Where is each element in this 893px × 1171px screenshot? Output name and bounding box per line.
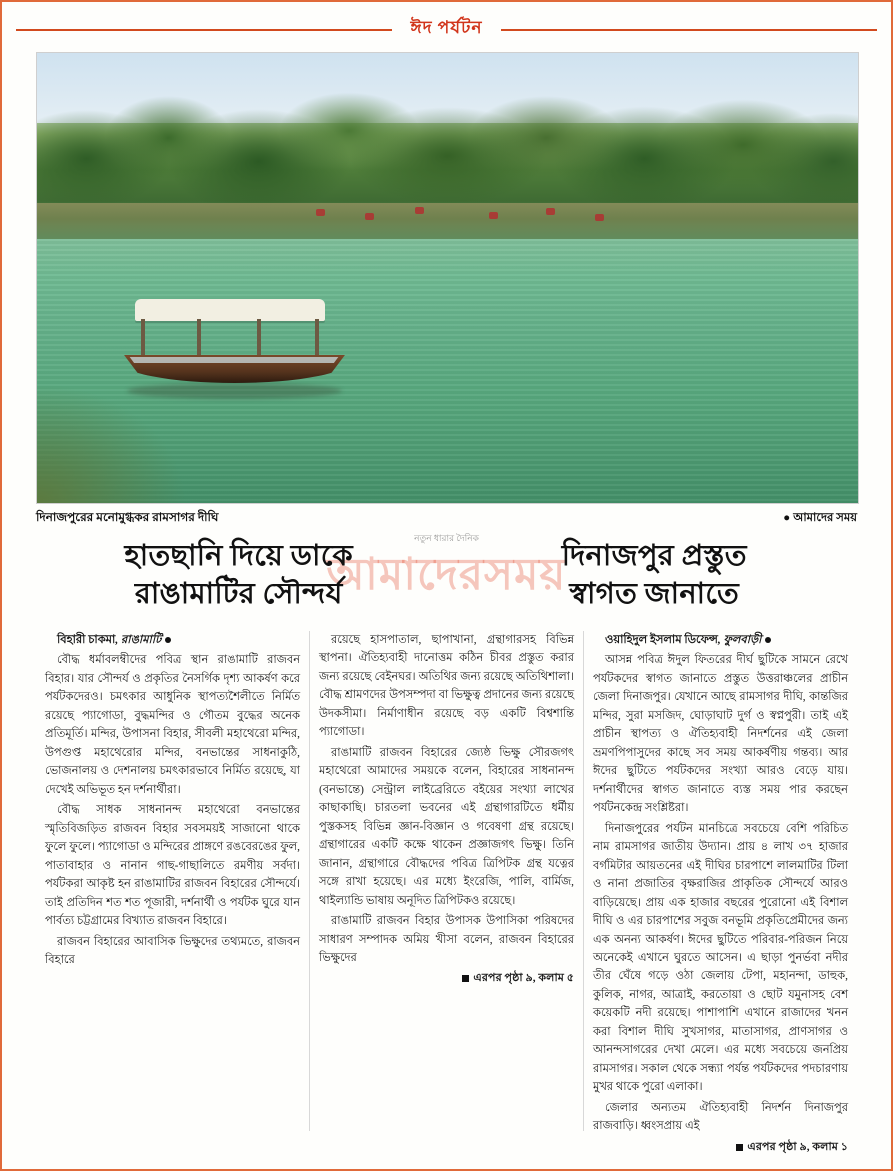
masthead-title: ঈদ পর্যটন: [392, 15, 500, 43]
credit-text: আমাদের সময়: [793, 512, 857, 524]
headlines: [36, 537, 857, 614]
jump-line-column-3: [593, 1138, 848, 1156]
photo-credit: [783, 509, 857, 528]
headline-right-line1: দিনাজপুর প্রস্তুত: [561, 540, 747, 572]
headline-left-line1: হাতছানি দিয়ে ডাকে: [124, 540, 353, 572]
headline-zone: [36, 533, 857, 623]
masthead: [16, 12, 877, 46]
column-1: [36, 631, 309, 1131]
boat-post: [197, 319, 201, 359]
treeline-region: [37, 75, 858, 215]
byline-1: [45, 631, 300, 649]
article-columns: [36, 631, 857, 1153]
byline-name: ওয়াহিদুল ইসলাম ডিফেন্স: [605, 634, 718, 646]
byline-2: [593, 631, 848, 649]
headline-right-line2: স্বাগত জানাতে: [569, 578, 740, 611]
jump-text: এরপর পৃষ্ঠা ৯, কলাম ৫: [473, 972, 574, 985]
paragraph: বৌদ্ধ ধর্মাবলম্বীদের পবিত্র স্থান রাঙামাটি রাজবন বিহার। যার সৌন্দর্য ও প্রকৃতির নৈসর্গিক দৃশ্য আকর্ষণ করে পর্যটকদেরও। চমৎকার আধুনিক স্থাপত্যশৈলীতে নির্মিত রয়েছে প্যাগোডা, বুদ্ধমন্দির ও গৌতম বুদ্ধের অনেক প্রতিমূর্তি। মন্দির, উপাসনা বিহার, সীবলী মহাথেরো মন্দির, উপগুপ্ত মহাথেরোর মন্দির, বনভান্তের সাধনাকুঠি, ভোজনালয় ও দেশনালয় চমৎকারভাবে নির্মিত রয়েছে, যা দেখেই অভিভূত হন দর্শনার্থীরা।: [45, 654, 300, 796]
lake-with-boat-photo: [36, 52, 859, 504]
boat-canopy: [135, 299, 325, 321]
jump-line-column-2: [319, 969, 574, 987]
boat-post: [315, 319, 319, 359]
boat: [117, 299, 352, 394]
paragraph: আসন্ন পবিত্র ঈদুল ফিতরের দীর্ঘ ছুটিকে সামনে রেখে পর্যটকদের স্বাগত জানাতে প্রস্তুত উত্তরাঞ্চলের প্রাচীন জেলা দিনাজপুর। যেখানে আছে রামসাগর দীঘি, কান্তজির মন্দির, সুরা মসজিদ, ঘোড়াঘাট দুর্গ ও স্বপ্নপুরী। তাই এই প্রাচীন স্থাপত্য ও ঐতিহ্যবাহী নিদর্শনের এই জেলা ভ্রমণপিপাসুদের কাছে সব সময় আকর্ষণীয় গন্তব্য। আর ঈদের ছুটিতে পর্যটকদের সংখ্যা আরও বেড়ে যায়। দর্শনার্থীদের স্বাগত জানাতে ব্যস্ত সময় পার করছেন পর্যটনকেন্দ্র সংশ্লিষ্টরা।: [593, 654, 848, 815]
watermark-logo: আমাদেরসময়: [326, 550, 567, 599]
photo-caption: দিনাজপুরের মনোমুগ্ধকর রামসাগর দীঘি: [36, 510, 219, 524]
byline-place: , ফুলবাড়ী: [717, 634, 762, 646]
bank-visitors: [37, 205, 858, 227]
near-shore: [37, 383, 187, 503]
headline-right: [452, 537, 858, 614]
byline-dot-icon: [165, 637, 171, 643]
paragraph: বৌদ্ধ সাধক সাধনানন্দ মহাথেরো বনভান্তের স্মৃতিবিজড়িত রাজবন বিহার সবসময়ই সাজানো থাকে ফুলে ফুলে। প্যাগোডা ও মন্দিরের প্রাঙ্গণে রঙবেরঙের ফুল, পাতাবাহার ও নানান গাছ-গাছালিতে রমণীয় সর্বদা। পর্যটকরা আকৃষ্ট হন রাঙামাটির রাজবন বিহারের সৌন্দর্যে। তাই প্রতিদিন শত শত পূজারী, দর্শনার্থী ও পর্যটক ঘুরে যান পার্বত্য চট্টগ্রামের বিখ্যাত রাজবন বিহারে।: [45, 804, 300, 928]
paragraph: রাঙামাটি রাজবন বিহারের জ্যেষ্ঠ ভিক্ষু সৌরজগৎ মহাথেরো আমাদের সময়কে বলেন, বিহারের সাধনানন্দ (বনভান্তে) সেন্ট্রাল লাইব্রেরিতে বইয়ের সংখ্যা লাখের কাছাকাছি। চারতলা ভবনের এই গ্রন্থাগারটিতে ধর্মীয় পুস্তকসহ বিভিন্ন জ্ঞান-বিজ্ঞান ও গবেষণা গ্রন্থ রয়েছে। গ্রন্থাগারের একটি কক্ষে থাকেন প্রজ্ঞাজগৎ ভিক্ষু। তিনি জানান, গ্রন্থাগারে বৌদ্ধদের পবিত্র ত্রিপিটক গ্রন্থ যত্নের সঙ্গে রাখা হয়েছে। এর মধ্যে ইংরেজি, পালি, বার্মিজ, থাইল্যান্ডি ভাষায় অনূদিত ত্রিপিটকও রয়েছে।: [319, 746, 574, 907]
byline-dot-icon: [765, 637, 771, 643]
boat-reflection: [127, 383, 342, 399]
column-3: [583, 631, 857, 1153]
headline-left: [36, 537, 442, 614]
photo-caption-row: [36, 509, 857, 529]
jump-square-icon: [462, 975, 469, 982]
boat-post: [257, 319, 261, 359]
byline-name: বিহারী চাকমা: [57, 634, 116, 646]
byline-place: , রাঙামাটি: [115, 634, 162, 646]
paragraph: দিনাজপুরের পর্যটন মানচিত্রে সবচেয়ে বেশি পরিচিত নাম রামসাগর জাতীয় উদ্যান। প্রায় ৪ লাখ ৩৭ হাজার বর্গমিটার আয়তনের এই দীঘির চারপাশে লালমাটির টিলা ও নানা প্রজাতির বৃক্ষরাজির প্রাকৃতিক সৌন্দর্যে আরও বাড়িয়েছে। প্রায় এক হাজার বছরের পুরোনো এই বিশাল দীঘি ও এর চারপাশের সবুজ বনভূমি প্রকৃতিপ্রেমীদের জন্য এক অনন্য আকর্ষণ। ঈদের ছুটিতে পরিবার-পরিজন নিয়ে অনেকেই এখানে ঘুরতে আসেন। এ ছাড়া পুনর্ভবা নদীর তীর ঘেঁষে গড়ে ওঠা জেলায় টেপা, মহানন্দা, ডাহুক, কুলিক, নাগর, আত্রাই, করতোয়া ও ছোট যমুনাসহ বেশ কয়েকটি নদী রয়েছে। পাশাপাশি এখানে রাজাদের খনন করা বিশাল দীঘি সুখসাগর, মাতাসাগর, প্রাণসাগর ও আনন্দসাগরের দেখা মেলে। এর মধ্যে সবচেয়ে জনপ্রিয় রামসাগর। সকাল থেকে সন্ধ্যা পর্যন্ত পর্যটকদের পদচারণায় মুখর থাকে পুরো এলাকা।: [593, 822, 848, 1094]
watermark-sub: নতুন ধারার দৈনিক: [414, 533, 479, 543]
jump-text: এরপর পৃষ্ঠা ৯, কলাম ১: [747, 1140, 848, 1153]
headline-left-line2: রাঙামাটির সৌন্দর্য: [134, 578, 343, 611]
boat-post: [141, 319, 145, 359]
paragraph: রয়েছে হাসপাতাল, ছাপাখানা, গ্রন্থাগারসহ বিভিন্ন স্থাপনা। ঐতিহ্যবাহী দানোত্তম কঠিন চীবর প্রস্তুত করার জন্য রয়েছে বেইনঘর। অতিথির জন্য রয়েছে অতিথিশালা। বৌদ্ধ শ্রামণদের উপসম্পদা বা ভিক্ষুত্ব প্রদানের জন্য রয়েছে উদকসীমা। নির্মাণাধীন রয়েছে বড় একটি বিশ্বশান্তি প্যাগোডা।: [319, 634, 574, 739]
paragraph: জেলার অন্যতম ঐতিহ্যবাহী নিদর্শন দিনাজপুর রাজবাড়ি। ধ্বংসপ্রায় এই: [593, 1101, 848, 1133]
column-2: [309, 631, 583, 1131]
paragraph: রাজবন বিহারের আবাসিক ভিক্ষুদের তথ্যমতে, রাজবন বিহারে: [45, 935, 300, 966]
boat-stripe: [123, 357, 345, 363]
photo-wrap: [36, 52, 857, 504]
paragraph: রাঙামাটি রাজবন বিহার উপাসক উপাসিকা পরিষদের সাধারণ সম্পাদক অমিয় খীসা বলেন, রাজবন বিহারের ভিক্ষুদের: [319, 915, 574, 964]
jump-square-icon: [736, 1144, 743, 1151]
credit-bullet-icon: ●: [783, 512, 791, 524]
